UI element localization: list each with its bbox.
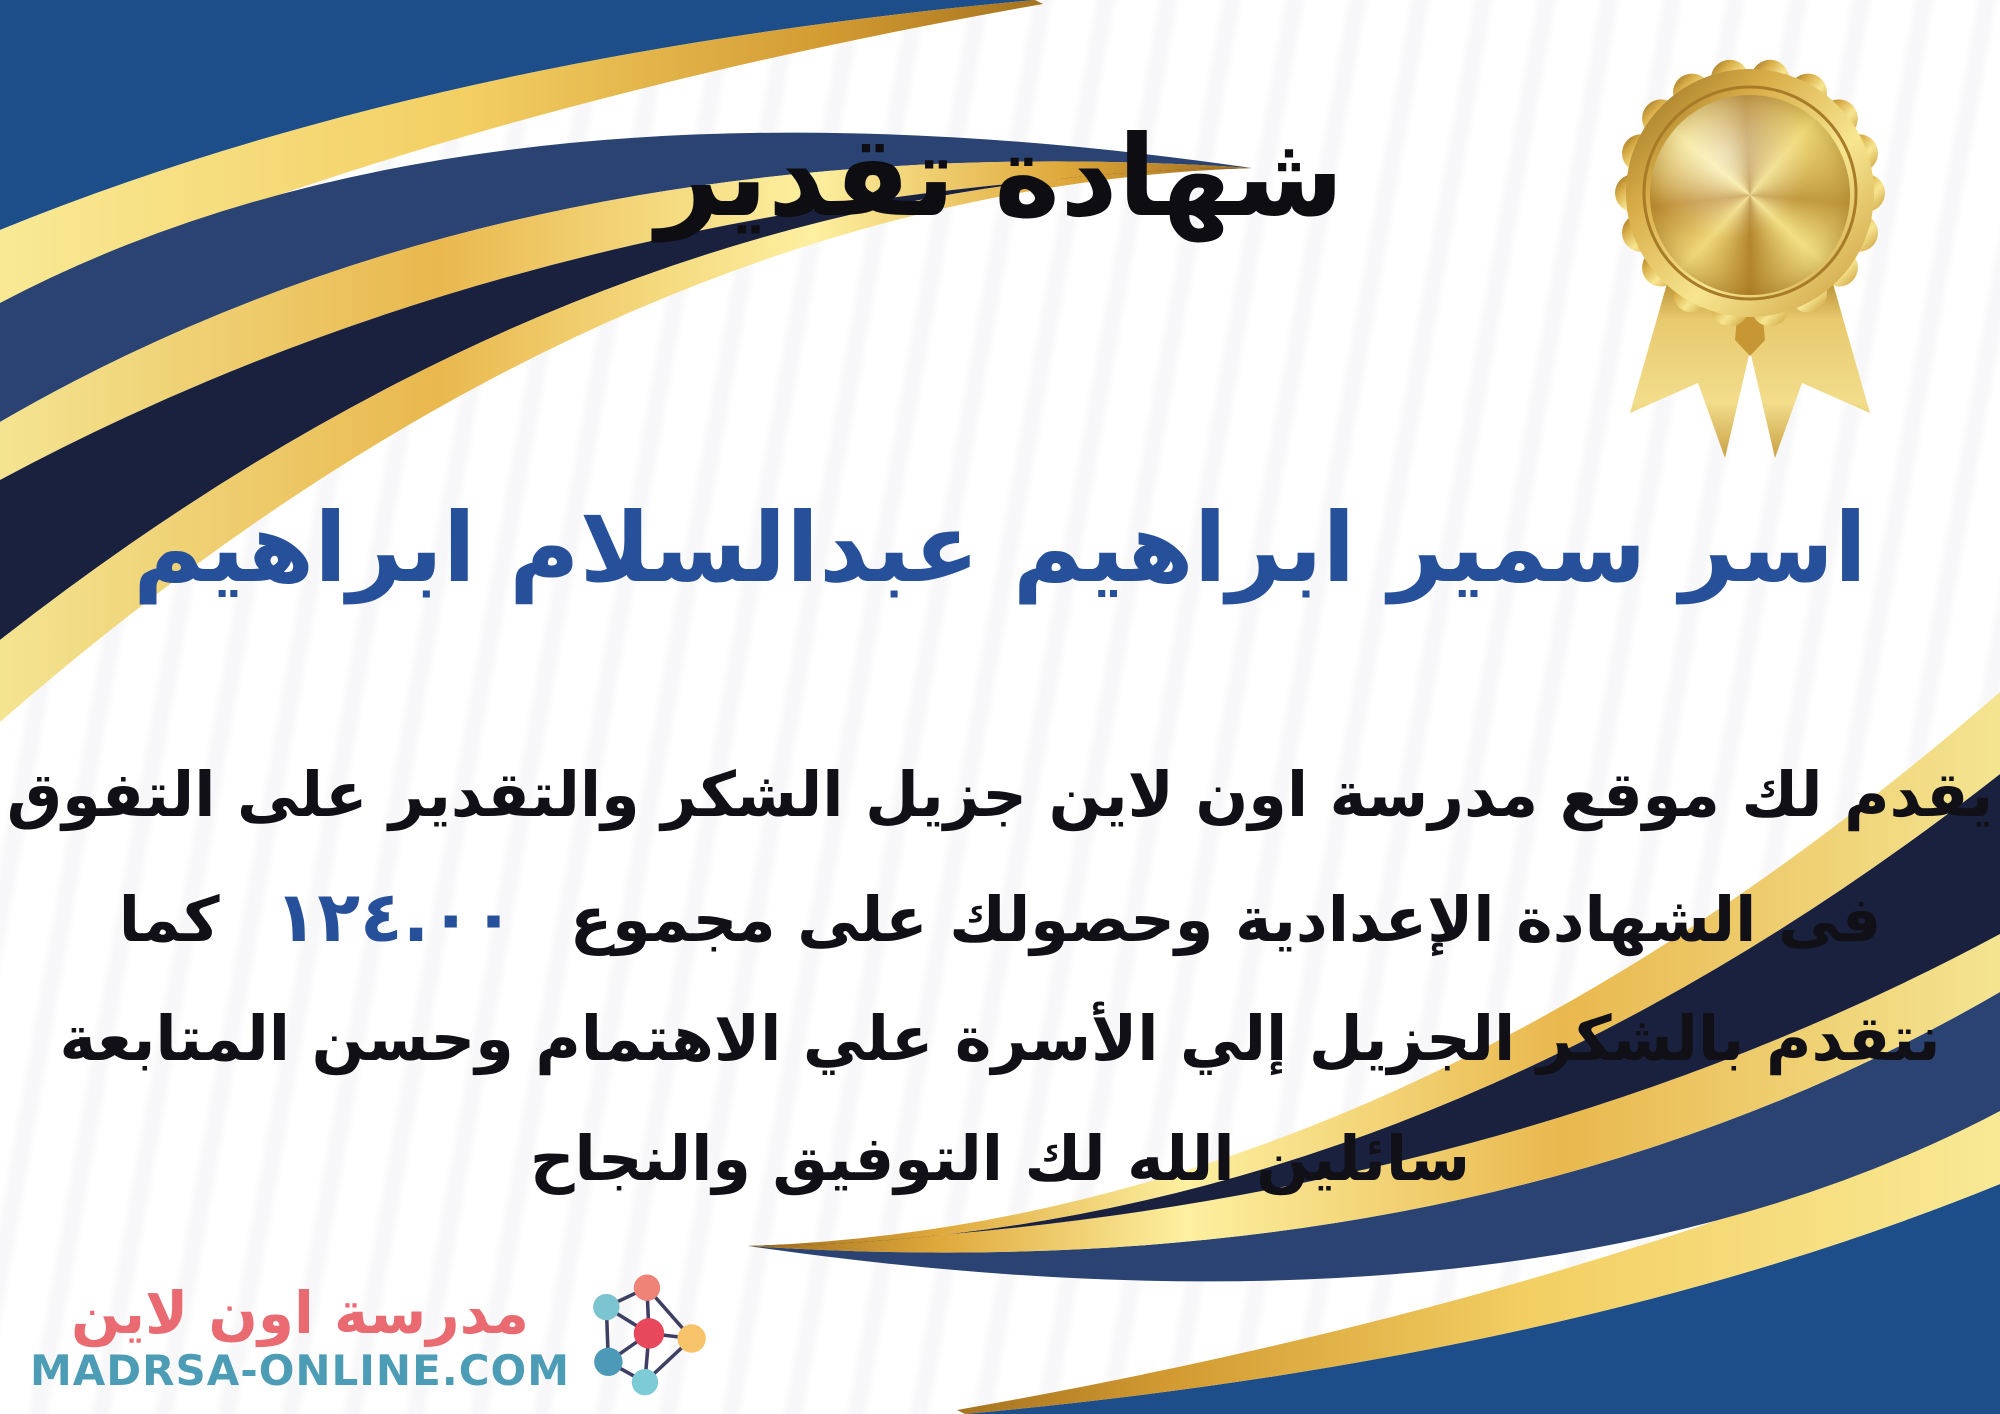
body-line-2 <box>0 853 2000 983</box>
network-logo-icon <box>584 1270 716 1408</box>
closing-text: سائلين الله لك التوفيق والنجاح <box>529 1122 1471 1195</box>
recipient-name: اسر سمير ابراهيم عبدالسلام ابراهيم <box>133 492 1867 604</box>
body-line-3: نتقدم بالشكر الجزيل إلي الأسرة علي الاهتمام وحسن المتابعة <box>59 1002 1941 1076</box>
body-line-2-after: كما <box>118 882 220 956</box>
body-line-1: يقدم لك موقع مدرسة اون لاين جزيل الشكر والتقدير على التفوق <box>6 758 1994 831</box>
logo-texts <box>30 1278 571 1396</box>
certificate-title: شهادة تقدير <box>656 112 1344 242</box>
score-value: ١٢٤.٠٠ <box>274 875 515 958</box>
logo-arabic-name: مدرسة اون لاين <box>71 1278 530 1347</box>
certificate-body <box>0 738 2000 1097</box>
body-line-2-before: فى الشهادة الإعدادية وحصولك على مجموع <box>569 882 1882 956</box>
site-logo <box>30 1270 716 1408</box>
logo-website-url: MADRSA-ONLINE.COM <box>30 1345 571 1395</box>
